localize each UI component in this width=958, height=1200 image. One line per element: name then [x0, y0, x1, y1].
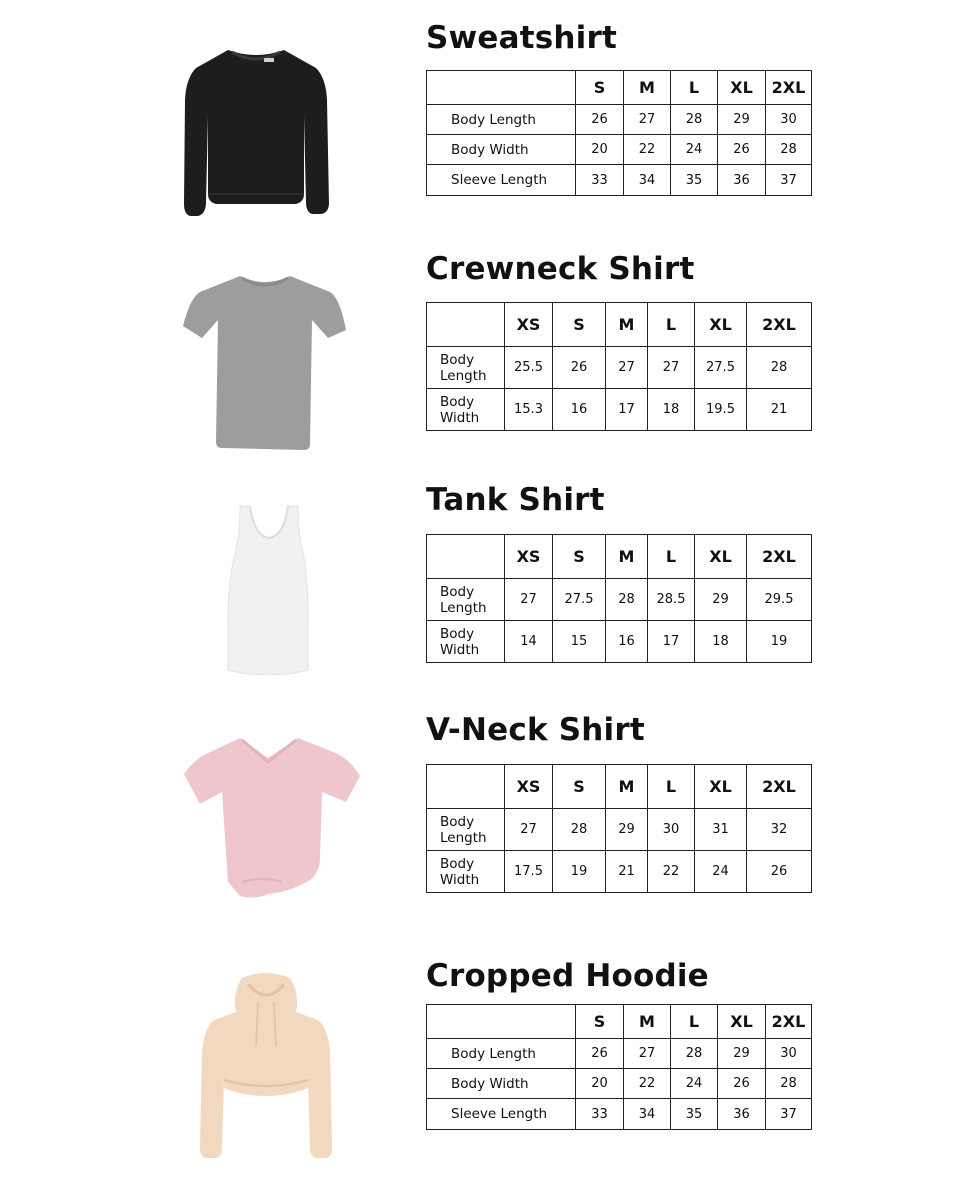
row-label: Body Length	[427, 105, 576, 135]
size-header: XS	[505, 765, 553, 809]
measurement-cell: 30	[648, 809, 695, 851]
size-header: S	[576, 1005, 624, 1039]
size-header: S	[576, 71, 624, 105]
measurement-cell: 22	[624, 135, 671, 165]
size-header: XL	[718, 71, 766, 105]
measurement-cell: 17.5	[505, 851, 553, 893]
table-row	[427, 105, 812, 135]
section-title: Sweatshirt	[426, 20, 617, 56]
measurement-cell: 29	[718, 1039, 766, 1069]
measurement-cell: 21	[747, 389, 812, 431]
measurement-cell: 28.5	[648, 579, 695, 621]
measurement-cell: 26	[553, 347, 606, 389]
measurement-cell: 28	[606, 579, 648, 621]
measurement-cell: 19	[553, 851, 606, 893]
size-table	[426, 764, 812, 893]
measurement-cell: 27	[505, 579, 553, 621]
size-header: L	[671, 71, 718, 105]
cropped-hoodie-icon	[192, 972, 340, 1162]
measurement-cell: 27	[505, 809, 553, 851]
measurement-cell: 26	[576, 105, 624, 135]
measurement-cell: 29.5	[747, 579, 812, 621]
size-header: XS	[505, 303, 553, 347]
sweatshirt-icon	[176, 44, 336, 224]
row-label: Body Length	[427, 1039, 576, 1069]
table-row	[427, 347, 812, 389]
size-header: 2XL	[766, 1005, 812, 1039]
size-table	[426, 1004, 812, 1130]
measurement-cell: 29	[718, 105, 766, 135]
size-header: S	[553, 765, 606, 809]
table-row	[427, 621, 812, 663]
size-header: XS	[505, 535, 553, 579]
measurement-cell: 30	[766, 1039, 812, 1069]
corner-cell	[427, 535, 505, 579]
measurement-cell: 27.5	[553, 579, 606, 621]
crewneck-tshirt-icon	[180, 272, 350, 454]
measurement-cell: 34	[624, 165, 671, 196]
section-title: Cropped Hoodie	[426, 958, 709, 994]
table-row	[427, 579, 812, 621]
table-row	[427, 135, 812, 165]
measurement-cell: 28	[766, 135, 812, 165]
measurement-cell: 31	[695, 809, 747, 851]
measurement-cell: 28	[671, 1039, 718, 1069]
size-header-row	[427, 765, 812, 809]
size-header: M	[624, 71, 671, 105]
size-header: L	[671, 1005, 718, 1039]
size-header: 2XL	[766, 71, 812, 105]
row-label: Body Length	[427, 579, 505, 621]
size-header: S	[553, 535, 606, 579]
corner-cell	[427, 1005, 576, 1039]
size-header: 2XL	[747, 535, 812, 579]
size-header: M	[606, 303, 648, 347]
measurement-cell: 33	[576, 165, 624, 196]
measurement-cell: 28	[747, 347, 812, 389]
size-header: XL	[695, 765, 747, 809]
size-table	[426, 534, 812, 663]
measurement-cell: 32	[747, 809, 812, 851]
size-header: XL	[718, 1005, 766, 1039]
measurement-cell: 28	[671, 105, 718, 135]
measurement-cell: 20	[576, 135, 624, 165]
measurement-cell: 26	[718, 1069, 766, 1099]
table-row	[427, 1069, 812, 1099]
measurement-cell: 24	[695, 851, 747, 893]
measurement-cell: 35	[671, 165, 718, 196]
measurement-cell: 19	[747, 621, 812, 663]
section-title: Crewneck Shirt	[426, 251, 695, 287]
measurement-cell: 14	[505, 621, 553, 663]
vneck-tshirt-icon	[182, 732, 364, 908]
measurement-cell: 33	[576, 1099, 624, 1130]
measurement-cell: 34	[624, 1099, 671, 1130]
measurement-cell: 26	[718, 135, 766, 165]
row-label: Body Width	[427, 851, 505, 893]
measurement-cell: 27	[606, 347, 648, 389]
section-title: Tank Shirt	[426, 482, 605, 518]
table-row	[427, 1039, 812, 1069]
measurement-cell: 36	[718, 165, 766, 196]
size-header: XL	[695, 535, 747, 579]
table-row	[427, 389, 812, 431]
measurement-cell: 20	[576, 1069, 624, 1099]
size-header-row	[427, 303, 812, 347]
measurement-cell: 26	[576, 1039, 624, 1069]
measurement-cell: 27.5	[695, 347, 747, 389]
row-label: Body Length	[427, 809, 505, 851]
measurement-cell: 24	[671, 1069, 718, 1099]
size-header: XL	[695, 303, 747, 347]
tank-top-icon	[224, 502, 314, 678]
size-header: M	[606, 765, 648, 809]
table-row	[427, 165, 812, 196]
measurement-cell: 15.3	[505, 389, 553, 431]
table-row	[427, 809, 812, 851]
row-label: Body Width	[427, 621, 505, 663]
measurement-cell: 29	[695, 579, 747, 621]
measurement-cell: 17	[606, 389, 648, 431]
row-label: Sleeve Length	[427, 1099, 576, 1130]
measurement-cell: 28	[766, 1069, 812, 1099]
row-label: Sleeve Length	[427, 165, 576, 196]
row-label: Body Length	[427, 347, 505, 389]
measurement-cell: 22	[648, 851, 695, 893]
size-header-row	[427, 1005, 812, 1039]
size-header: S	[553, 303, 606, 347]
measurement-cell: 36	[718, 1099, 766, 1130]
measurement-cell: 16	[553, 389, 606, 431]
measurement-cell: 22	[624, 1069, 671, 1099]
measurement-cell: 25.5	[505, 347, 553, 389]
size-table	[426, 302, 812, 431]
corner-cell	[427, 71, 576, 105]
size-header: 2XL	[747, 765, 812, 809]
measurement-cell: 27	[624, 1039, 671, 1069]
size-header: L	[648, 765, 695, 809]
size-header: 2XL	[747, 303, 812, 347]
measurement-cell: 27	[624, 105, 671, 135]
measurement-cell: 27	[648, 347, 695, 389]
measurement-cell: 26	[747, 851, 812, 893]
size-header: M	[624, 1005, 671, 1039]
corner-cell	[427, 303, 505, 347]
table-row	[427, 1099, 812, 1130]
row-label: Body Width	[427, 389, 505, 431]
measurement-cell: 19.5	[695, 389, 747, 431]
measurement-cell: 30	[766, 105, 812, 135]
measurement-cell: 24	[671, 135, 718, 165]
measurement-cell: 29	[606, 809, 648, 851]
measurement-cell: 21	[606, 851, 648, 893]
size-table	[426, 70, 812, 196]
corner-cell	[427, 765, 505, 809]
measurement-cell: 37	[766, 1099, 812, 1130]
measurement-cell: 18	[648, 389, 695, 431]
row-label: Body Width	[427, 1069, 576, 1099]
size-header-row	[427, 535, 812, 579]
measurement-cell: 17	[648, 621, 695, 663]
measurement-cell: 37	[766, 165, 812, 196]
size-header: M	[606, 535, 648, 579]
section-title: V-Neck Shirt	[426, 712, 645, 748]
size-header: L	[648, 303, 695, 347]
table-row	[427, 851, 812, 893]
measurement-cell: 16	[606, 621, 648, 663]
size-header-row	[427, 71, 812, 105]
measurement-cell: 15	[553, 621, 606, 663]
size-header: L	[648, 535, 695, 579]
measurement-cell: 18	[695, 621, 747, 663]
measurement-cell: 28	[553, 809, 606, 851]
row-label: Body Width	[427, 135, 576, 165]
measurement-cell: 35	[671, 1099, 718, 1130]
